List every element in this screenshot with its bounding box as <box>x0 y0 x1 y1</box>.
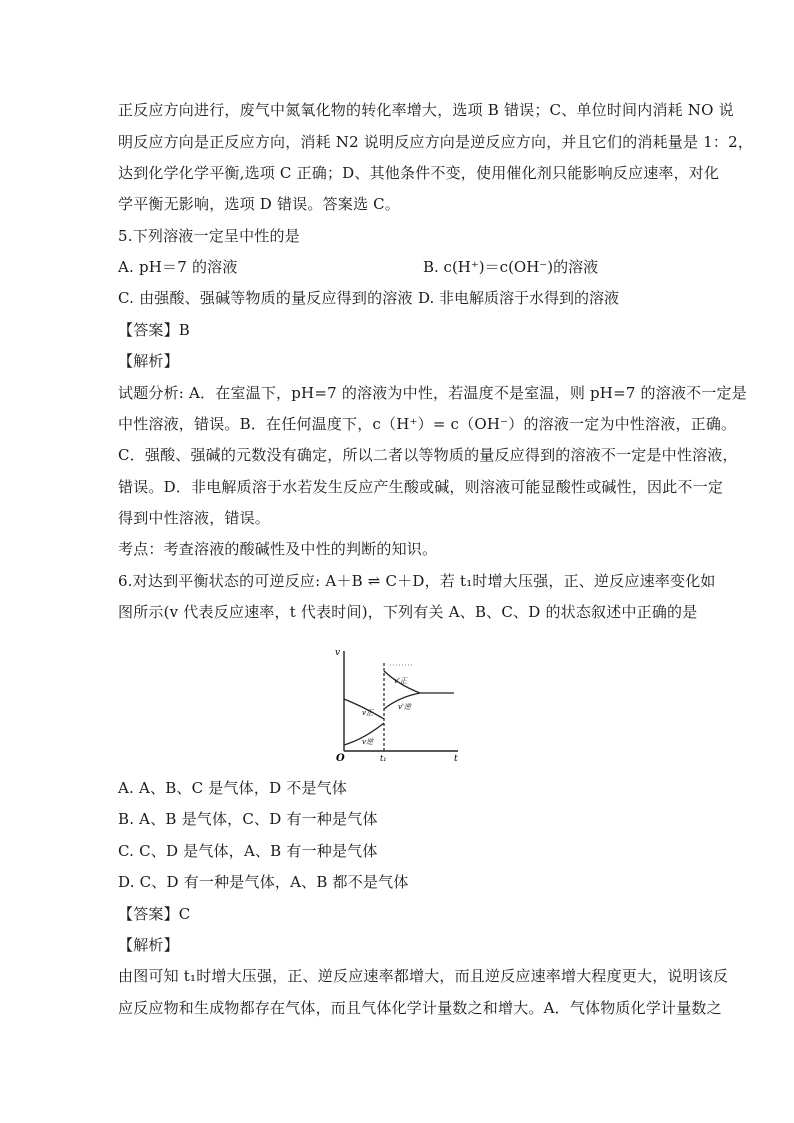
q5-analysis-line: 中性溶液，错误。B．在任何温度下，c（H⁺）= c（OH⁻）的溶液一定为中性溶液，正确。 <box>118 415 737 433</box>
rate-time-figure <box>334 645 464 763</box>
v-forward-label: v正 <box>362 709 373 717</box>
text-line: 明反应方向是正反应方向，消耗 N2 说明反应方向是逆反应方向，并且它们的消耗量是 1：2， <box>118 133 754 151</box>
question-5-stem: 5.下列溶液一定呈中性的是 <box>118 227 300 245</box>
q5-analysis-line: 错误。D．非电解质溶于水若发生反应产生酸或碱，则溶液可能显酸性或碱性，因此不一定 <box>118 478 724 496</box>
t1-label: t₁ <box>380 754 387 763</box>
v-reverse-label: v逆 <box>362 738 373 746</box>
q5-option-d: D. 非电解质溶于水得到的溶液 <box>418 289 620 307</box>
v-reverse-prime-label: v'逆 <box>398 703 411 711</box>
question-6-stem: 6.对达到平衡状态的可逆反应: A＋B ⇌ C＋D，若 t₁时增大压强，正、逆反应速率变化如 <box>118 572 716 590</box>
text-line: 正反应方向进行，废气中氮氧化物的转化率增大，选项 B 错误；C、单位时间内消耗 NO 说 <box>118 101 734 119</box>
q5-option-a: A. pH＝7 的溶液 <box>118 258 238 276</box>
y-axis-label: v <box>335 648 341 658</box>
q6-answer: 【答案】C <box>118 905 191 923</box>
q6-analysis-heading: 【解析】 <box>118 936 179 954</box>
q6-option-d: D. C、D 有一种是气体，A、B 都不是气体 <box>118 873 409 891</box>
text-line: 学平衡无影响，选项 D 错误。答案选 C。 <box>118 195 401 213</box>
v-forward-prime-label: v'正 <box>394 677 407 685</box>
q5-kaodian: 考点：考查溶液的酸碱性及中性的判断的知识。 <box>118 540 438 558</box>
q6-option-a: A. A、B、C 是气体，D 不是气体 <box>118 779 348 797</box>
q5-answer: 【答案】B <box>118 321 191 339</box>
x-axis-label: t <box>454 754 458 763</box>
q5-analysis-line: C．强酸、强碱的元数没有确定，所以二者以等物质的量反应得到的溶液不一定是中性溶液， <box>118 446 738 464</box>
question-6-stem: 图所示(v 代表反应速率，t 代表时间)，下列有关 A、B、C、D 的状态叙述中正确的是 <box>118 603 698 621</box>
q5-option-b: B. c(H⁺)＝c(OH⁻)的溶液 <box>423 258 599 276</box>
text-line: 达到化学化学平衡,选项 C 正确；D、其他条件不变，使用催化剂只能影响反应速率，对化 <box>118 164 720 182</box>
q6-analysis-line: 由图可知 t₁时增大压强，正、逆反应速率都增大，而且逆反应速率增大程度更大，说明该反 <box>118 967 729 985</box>
q5-analysis-heading: 【解析】 <box>118 352 179 370</box>
q6-option-c: C. C、D 是气体，A、B 有一种是气体 <box>118 842 378 860</box>
q6-option-b: B. A、B 是气体，C、D 有一种是气体 <box>118 810 378 828</box>
q5-analysis-line: 得到中性溶液，错误。 <box>118 509 271 527</box>
q5-option-c: C. 由强酸、强碱等物质的量反应得到的溶液 <box>118 289 413 307</box>
origin-label: O <box>336 753 345 763</box>
q6-analysis-line: 应反应物和生成物都存在气体，而且气体化学计量数之和增大。A．气体物质化学计量数之 <box>118 999 722 1017</box>
q5-analysis-line: 试题分析: A．在室温下，pH=7 的溶液为中性，若温度不是室温，则 pH=7 的溶液不一定是 <box>118 384 747 402</box>
